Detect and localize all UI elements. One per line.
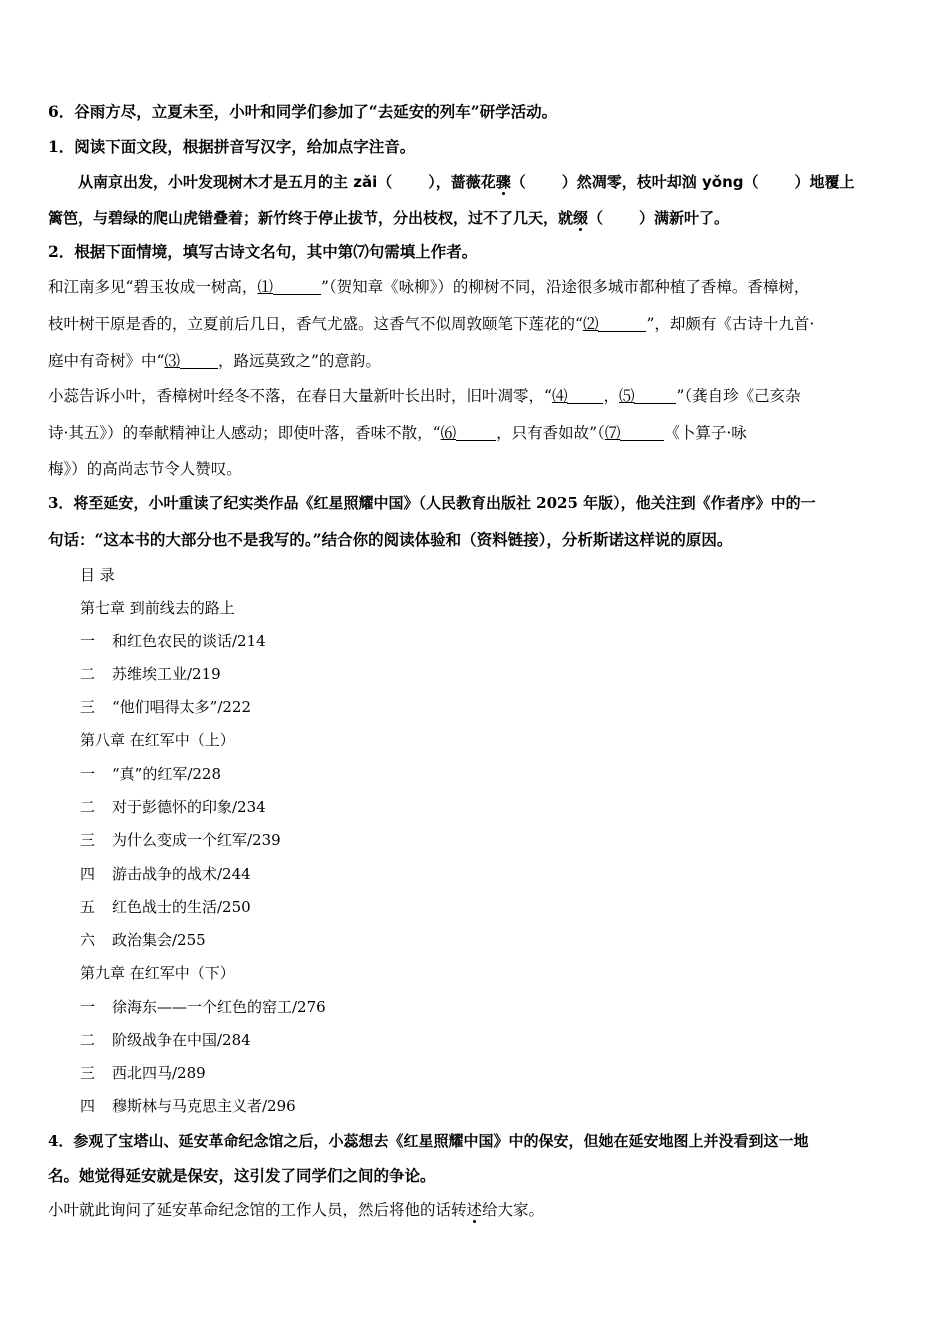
answer-blank-5[interactable] (634, 387, 676, 404)
question-2-para-line-1 (48, 277, 908, 297)
blank-number-6: ⑹ (440, 424, 457, 442)
question-1-title: 1．阅读下面文段，根据拼音写汉字，给加点字注音。 (48, 137, 416, 156)
dotted-character: 缀 (573, 209, 589, 227)
passage-text: 小叶就此询问了延安革命纪念馆的工作人员，然后将他的话转 (48, 1201, 467, 1219)
question-2-para-line-2 (48, 314, 908, 334)
answer-blank-4[interactable] (567, 387, 603, 404)
toc-chapter-8: 第八章 在红军中（上） (80, 731, 235, 749)
question-4-line-2: 名。她觉得延安就是保安，这引发了同学们之间的争论。 (48, 1166, 436, 1185)
toc-item: 一 和红色农民的谈话/214 (80, 632, 266, 650)
blank-number-1: ⑴ (257, 278, 273, 296)
toc-item: 三 为什么变成一个红军/239 (80, 831, 281, 849)
question-2-para-line-3 (48, 351, 908, 371)
passage-text: ）然凋零，枝叶却汹 yǒng（ (561, 173, 759, 191)
answer-blank-7[interactable] (620, 424, 664, 441)
toc-item: 三 西北四马/289 (80, 1064, 206, 1082)
passage-text: ”，却颇有《古诗十九首· (646, 315, 815, 333)
passage-text: ”（贺知章《咏柳》）的柳树不同，沿途很多城市都种植了香樟。香樟树， (320, 278, 810, 296)
question-6-intro: 6．谷雨方尽，立夏未至，小叶和同学们参加了“去延安的列车”研学活动。 (48, 102, 558, 121)
toc-item: 三 “他们唱得太多”/222 (80, 698, 252, 716)
toc-item: 一 “真”的红军/228 (80, 765, 222, 783)
question-2-para-line-4 (48, 386, 908, 406)
question-2-para-line-5 (48, 423, 908, 443)
passage-text: 给大家。 (482, 1201, 545, 1219)
passage-text: ，只有香如故”（ (496, 424, 605, 442)
blank-number-7: ⑺ (604, 424, 621, 442)
passage-text: 小蕊告诉小叶，香樟树叶经冬不落，在春日大量新叶长出时，旧叶凋零，“ (48, 387, 552, 405)
answer-blank-2[interactable] (598, 315, 646, 332)
passage-text: ），蔷薇花 (428, 173, 496, 191)
toc-chapter-9: 第九章 在红军中（下） (80, 964, 235, 982)
toc-item: 二 阶级战争在中国/284 (80, 1031, 251, 1049)
passage-text: 诗·其五》）的奉献精神让人感动；即使叶落，香味不散，“ (48, 424, 441, 442)
toc-chapter-7: 第七章 到前线去的路上 (80, 599, 235, 617)
passage-text: ）满新叶了。 (639, 209, 730, 227)
question-4-line-1: 4．参观了宝塔山、延安革命纪念馆之后，小蕊想去《红星照耀中国》中的保安，但她在延安地图上并没看到这一地 (48, 1132, 809, 1150)
question-1-passage-line-2 (48, 207, 908, 228)
toc-item: 二 对于彭德怀的印象/234 (80, 798, 266, 816)
passage-text: ， (603, 387, 619, 405)
blank-number-4: ⑷ (551, 387, 568, 405)
question-4-line-3 (48, 1200, 908, 1220)
question-2-para-line-6: 梅》）的高尚志节令人赞叹。 (48, 460, 242, 478)
answer-blank-3[interactable] (180, 352, 218, 369)
toc-heading: 目 录 (80, 566, 115, 584)
passage-text: ）地覆上 (794, 173, 855, 191)
question-3-line-2: 句话：“这本书的大部分也不是我写的。”结合你的阅读体验和（资料链接），分析斯诺这样说的原因。 (48, 530, 733, 549)
passage-text: （ (588, 209, 604, 227)
blank-number-2: ⑵ (582, 315, 599, 333)
toc-item: 五 红色战士的生活/250 (80, 898, 251, 916)
answer-blank[interactable] (392, 171, 428, 187)
passage-text: 《卜算子·咏 (664, 424, 747, 442)
passage-text: 庭中有奇树》中“ (48, 352, 165, 370)
passage-text: 从南京出发，小叶发现树木才是五月的主 zǎi（ (78, 173, 393, 191)
answer-blank-6[interactable] (456, 424, 496, 441)
passage-text: 和江南多见“碧玉妆成一树高， (48, 278, 258, 296)
dotted-character: 述 (466, 1201, 483, 1219)
question-3-line-1: 3．将至延安，小叶重读了纪实类作品《红星照耀中国》（人民教育出版社 2025 年版），他关注到《作者序》中的一 (48, 494, 816, 512)
toc-item: 六 政治集会/255 (80, 931, 206, 949)
blank-number-5: ⑸ (618, 387, 635, 405)
answer-blank[interactable] (603, 207, 639, 223)
answer-blank-1[interactable] (273, 278, 321, 295)
question-1-passage-line-1 (78, 171, 938, 192)
toc-item: 一 徐海东——一个红色的窑工/276 (80, 998, 326, 1016)
passage-text: 枝叶树干原是香的，立夏前后几日，香气尤盛。这香气不似周敦颐笔下莲花的“ (48, 315, 583, 333)
question-2-title: 2．根据下面情境，填写古诗文名句，其中第⑺句需填上作者。 (48, 242, 478, 261)
passage-text: ”（龚自珍《己亥杂 (676, 387, 801, 405)
answer-blank[interactable] (759, 171, 795, 187)
toc-item: 二 苏维埃工业/219 (80, 665, 221, 683)
toc-item: 四 游击战争的战术/244 (80, 865, 251, 883)
dotted-character: 骤 (495, 173, 511, 191)
passage-text: 篱笆，与碧绿的爬山虎错叠着；新竹终于停止拔节，分出枝杈，过不了几天，就 (48, 209, 574, 227)
blank-number-3: ⑶ (164, 352, 180, 370)
answer-blank[interactable] (526, 171, 562, 187)
passage-text: （ (510, 173, 526, 191)
passage-text: ，路远莫致之”的意韵。 (217, 352, 381, 370)
toc-item: 四 穆斯林与马克思主义者/296 (80, 1097, 296, 1115)
